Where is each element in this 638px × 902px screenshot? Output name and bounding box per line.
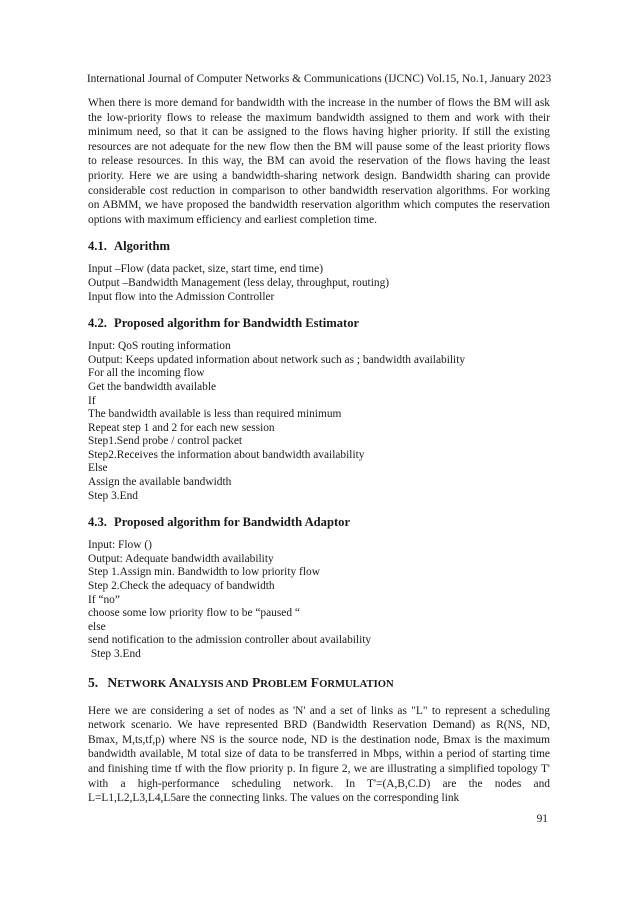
- algorithm-line: If: [88, 394, 96, 407]
- algorithm-line: Repeat step 1 and 2 for each new session: [88, 421, 275, 434]
- running-head: International Journal of Computer Networks & Communications (IJCNC) Vol.15, No.1, January 2023: [86, 73, 552, 85]
- section-4-2-heading: [88, 316, 550, 331]
- section-5-number: 5.: [88, 674, 99, 690]
- algorithm-line: send notification to the admission controller about availability: [88, 634, 372, 647]
- title-smallcaps: ORMULATION: [319, 678, 394, 690]
- algorithm-line: If “no”: [88, 593, 120, 606]
- section-5-title: [107, 675, 393, 690]
- algorithm-line: Step 3.End: [88, 489, 138, 502]
- section-4-3-algorithm: [88, 539, 550, 661]
- algorithm-line: Input flow into the Admission Controller: [88, 290, 275, 303]
- algorithm-line: Output: Keeps updated information about network such as ; bandwidth availability: [88, 353, 466, 366]
- title-word: [169, 675, 249, 690]
- algorithm-line: Get the bandwidth available: [88, 380, 217, 393]
- title-initial: N: [107, 674, 118, 690]
- title-word: [252, 675, 307, 690]
- algorithm-line: else: [88, 620, 106, 633]
- algorithm-line: Step2.Receives the information about bandwidth availability: [88, 448, 365, 461]
- intro-paragraph: When there is more demand for bandwidth with the increase in the number of flows the BM will ask the low-priority flows to release the maximum bandwidth assigned to them and work with their minimum need, so that it can be assigned to the flows having higher priority. If still the existing resources are not adequate for the new flow then the BM will pause some of the least priority flows to release resources. In this way, the BM can avoid the reservation of the flows having the least priority. Here we are using a bandwidth-sharing network design. Bandwidth sharing can provide considerable cost reduction in comparison to other bandwidth reservation algorithms. For working on ABMM, we have proposed the bandwidth reservation algorithm which computes the reservation options with maximum efficiency and earliest completion time.: [88, 97, 550, 226]
- algorithm-line: Step1.Send probe / control packet: [88, 435, 243, 448]
- page-number: 91: [536, 813, 548, 825]
- section-4-2-number: 4.2.: [88, 316, 107, 331]
- algorithm-line: Input –Flow (data packet, size, start time, end time): [88, 263, 324, 276]
- title-word: [311, 675, 394, 690]
- algorithm-line: Step 3.End: [88, 648, 141, 660]
- title-word: [107, 675, 166, 690]
- section-5-paragraph: Here we are considering a set of nodes as 'N' and a set of links as "L" to represent a scheduling network scenario. We have represented BRD (Bandwidth Reservation Demand) as R(NS, ND, Bmax, M,ts,tf,p) where NS is the source node, ND is the destination node, Bmax is the maximum bandwidth available, M total size of data to be transferred in Mbps, within a period of starting time and finishing time tf with the flow priority p. In figure 2, we are illustrating a simplified topology T' with a high-performance scheduling network. In T'=(A,B,C.D) are the nodes and L=L1,L2,L3,L4,L5are the connecting links. The values on the corresponding link: [88, 704, 550, 805]
- title-initial: F: [310, 674, 320, 690]
- algorithm-line: The bandwidth available is less than required minimum: [88, 408, 342, 421]
- algorithm-line: Output: Adequate bandwidth availability: [88, 552, 274, 565]
- title-smallcaps: ROBLEM: [260, 678, 308, 690]
- title-smallcaps: NALYSIS AND: [178, 678, 249, 690]
- section-4-1-heading: [88, 239, 550, 254]
- algorithm-line: choose some low priority flow to be “paused “: [88, 607, 300, 620]
- algorithm-line: Assign the available bandwidth: [88, 476, 232, 489]
- title-initial: A: [168, 674, 179, 690]
- algorithm-line: Output –Bandwidth Management (less delay, throughput, routing): [88, 276, 390, 289]
- section-4-1-algorithm: [88, 263, 550, 304]
- section-4-3-number: 4.3.: [88, 515, 107, 530]
- section-4-3-title: Proposed algorithm for Bandwidth Adaptor: [114, 515, 351, 530]
- title-smallcaps: ETWORK: [117, 678, 167, 690]
- title-initial: P: [251, 674, 261, 690]
- algorithm-line: Else: [88, 462, 108, 475]
- section-4-3-heading: [88, 515, 550, 530]
- algorithm-line: Input: Flow (): [88, 539, 152, 552]
- algorithm-line: Input: QoS routing information: [88, 340, 231, 353]
- section-4-2-algorithm: [88, 340, 550, 503]
- algorithm-line: For all the incoming flow: [88, 367, 205, 380]
- section-4-1-number: 4.1.: [88, 239, 107, 254]
- section-5-heading: [88, 675, 550, 693]
- algorithm-line: Step 2.Check the adequacy of bandwidth: [88, 580, 275, 593]
- section-4-1-title: Algorithm: [114, 239, 170, 254]
- section-4-2-title: Proposed algorithm for Bandwidth Estimator: [114, 316, 360, 331]
- algorithm-line: Step 1.Assign min. Bandwidth to low priority flow: [88, 566, 320, 579]
- page-content: [88, 96, 550, 806]
